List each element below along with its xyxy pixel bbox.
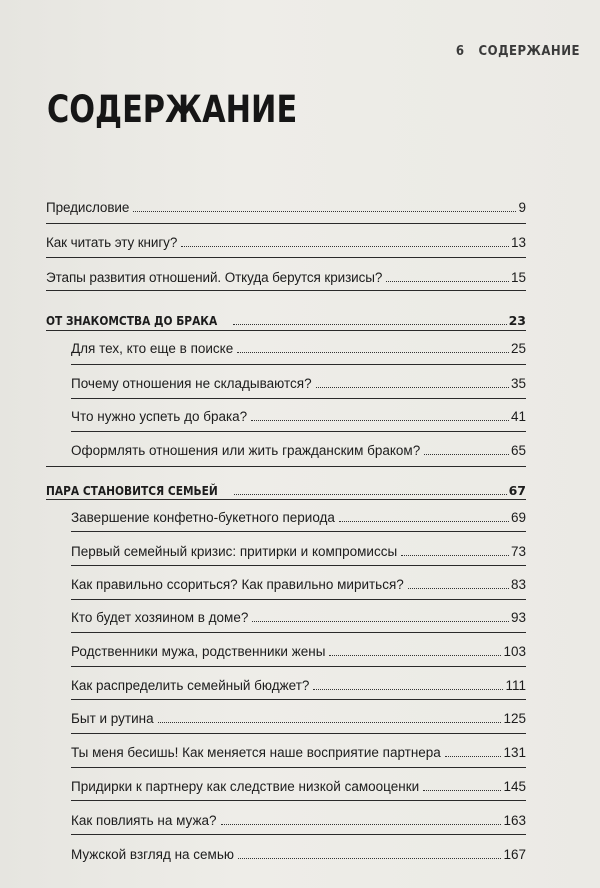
divider (46, 290, 526, 291)
leader-dots (339, 521, 509, 522)
toc-entry-preface[interactable] (46, 190, 526, 216)
toc-entry[interactable] (71, 567, 526, 593)
toc-entry-label: Для тех, кто еще в поиске (71, 341, 234, 356)
toc-section-page: 67 (508, 483, 526, 498)
leader-dots (252, 621, 509, 622)
toc-entry-page: 25 (510, 341, 526, 356)
toc-section-dating-to-marriage[interactable] (46, 303, 526, 329)
toc-entry-page: 41 (510, 409, 526, 424)
leader-dots (158, 722, 502, 723)
divider (71, 431, 526, 432)
divider (71, 632, 526, 633)
divider (71, 364, 526, 365)
toc-entry-page: 131 (503, 745, 526, 760)
leader-dots (237, 352, 509, 353)
leader-dots (238, 858, 501, 859)
toc-entry-page: 69 (510, 510, 526, 525)
toc-entry-page: 73 (510, 544, 526, 559)
divider (46, 257, 526, 258)
toc-entry-label: Завершение конфетно-букетного периода (71, 510, 335, 525)
toc-entry[interactable] (71, 366, 526, 392)
leader-dots (181, 246, 509, 247)
toc-entry-page: 83 (510, 577, 526, 592)
divider (46, 466, 526, 467)
toc-entry-label: Как распределить семейный бюджет? (71, 678, 310, 693)
toc-entry-page: 103 (503, 644, 526, 659)
toc-section-title: ПАРА СТАНОВИТСЯ СЕМЬЕЙ (46, 483, 218, 498)
leader-dots (234, 494, 506, 495)
toc-entry-page: 145 (503, 779, 526, 794)
toc-entry-label: Мужской взгляд на семью (71, 847, 235, 862)
leader-dots (401, 555, 509, 556)
divider (71, 699, 526, 700)
toc-entry-label: Ты меня бесишь! Как меняется наше восприятие партнера (71, 745, 441, 760)
divider (46, 223, 526, 224)
toc-entry[interactable] (71, 668, 526, 694)
toc-entry[interactable] (71, 600, 526, 626)
toc-entry[interactable] (71, 634, 526, 660)
divider (71, 565, 526, 566)
toc-entry[interactable] (71, 500, 526, 526)
toc-entry-label: Что нужно успеть до брака? (71, 409, 248, 424)
toc-entry-label: Этапы развития отношений. Откуда берутся кризисы? (46, 270, 383, 285)
toc-entry-label: Придирки к партнеру как следствие низкой самооценки (71, 779, 420, 794)
toc-entry-page: 15 (510, 270, 526, 285)
page-title: СОДЕРЖАНИЕ (47, 88, 298, 131)
toc-entry[interactable] (71, 735, 526, 761)
toc-entry-page: 163 (503, 813, 526, 828)
running-head-text: СОДЕРЖАНИЕ (478, 44, 580, 59)
toc-entry[interactable] (71, 433, 526, 459)
leader-dots (221, 824, 502, 825)
toc-entry-page: 9 (518, 200, 526, 215)
toc-entry-page: 13 (510, 235, 526, 250)
toc-entry-label: Предисловие (46, 200, 130, 215)
divider (71, 767, 526, 768)
divider (71, 531, 526, 532)
running-head-page-number: 6 (455, 44, 465, 59)
toc-entry-label: Оформлять отношения или жить гражданским браком? (71, 443, 421, 458)
toc-entry[interactable] (71, 769, 526, 795)
divider (71, 800, 526, 801)
divider (71, 666, 526, 667)
toc-entry[interactable] (71, 701, 526, 727)
leader-dots (313, 689, 503, 690)
toc-entry-page: 125 (503, 711, 526, 726)
toc-entry-page: 167 (503, 847, 526, 862)
divider (71, 834, 526, 835)
toc-entry-label: Как повлиять на мужа? (71, 813, 217, 828)
toc-entry-label: Как правильно ссориться? Как правильно мириться? (71, 577, 404, 592)
leader-dots (423, 790, 501, 791)
toc-entry-label: Родственники мужа, родственники жены (71, 644, 326, 659)
leader-dots (386, 281, 509, 282)
toc-entry-page: 93 (510, 610, 526, 625)
leader-dots (329, 655, 501, 656)
toc-entry-label: Кто будет хозяином в доме? (71, 610, 249, 625)
toc-entry-label: Быт и рутина (71, 711, 154, 726)
leader-dots (445, 756, 502, 757)
toc-entry-label: Первый семейный кризис: притирки и компромиссы (71, 544, 398, 559)
leader-dots (133, 211, 516, 212)
divider (71, 733, 526, 734)
toc-entry-page: 111 (505, 678, 526, 693)
toc-entry[interactable] (71, 534, 526, 560)
toc-entry[interactable] (71, 837, 526, 863)
toc-section-page: 23 (508, 313, 526, 328)
running-head (456, 44, 580, 59)
toc-entry[interactable] (71, 803, 526, 829)
leader-dots (424, 454, 509, 455)
leader-dots (408, 588, 509, 589)
toc-entry-how-to-read[interactable] (46, 225, 526, 251)
toc-entry[interactable] (71, 331, 526, 357)
toc-section-couple-becomes-family[interactable] (46, 473, 526, 499)
toc-entry-label: Почему отношения не складываются? (71, 376, 312, 391)
toc-entry-page: 65 (510, 443, 526, 458)
toc-entry-label: Как читать эту книгу? (46, 235, 178, 250)
toc-section-title: ОТ ЗНАКОМСТВА ДО БРАКА (46, 313, 218, 328)
toc-entry-stages[interactable] (46, 260, 526, 286)
leader-dots (251, 420, 509, 421)
leader-dots (316, 387, 509, 388)
toc-entry-page: 35 (510, 376, 526, 391)
leader-dots (233, 324, 506, 325)
toc-entry[interactable] (71, 399, 526, 425)
